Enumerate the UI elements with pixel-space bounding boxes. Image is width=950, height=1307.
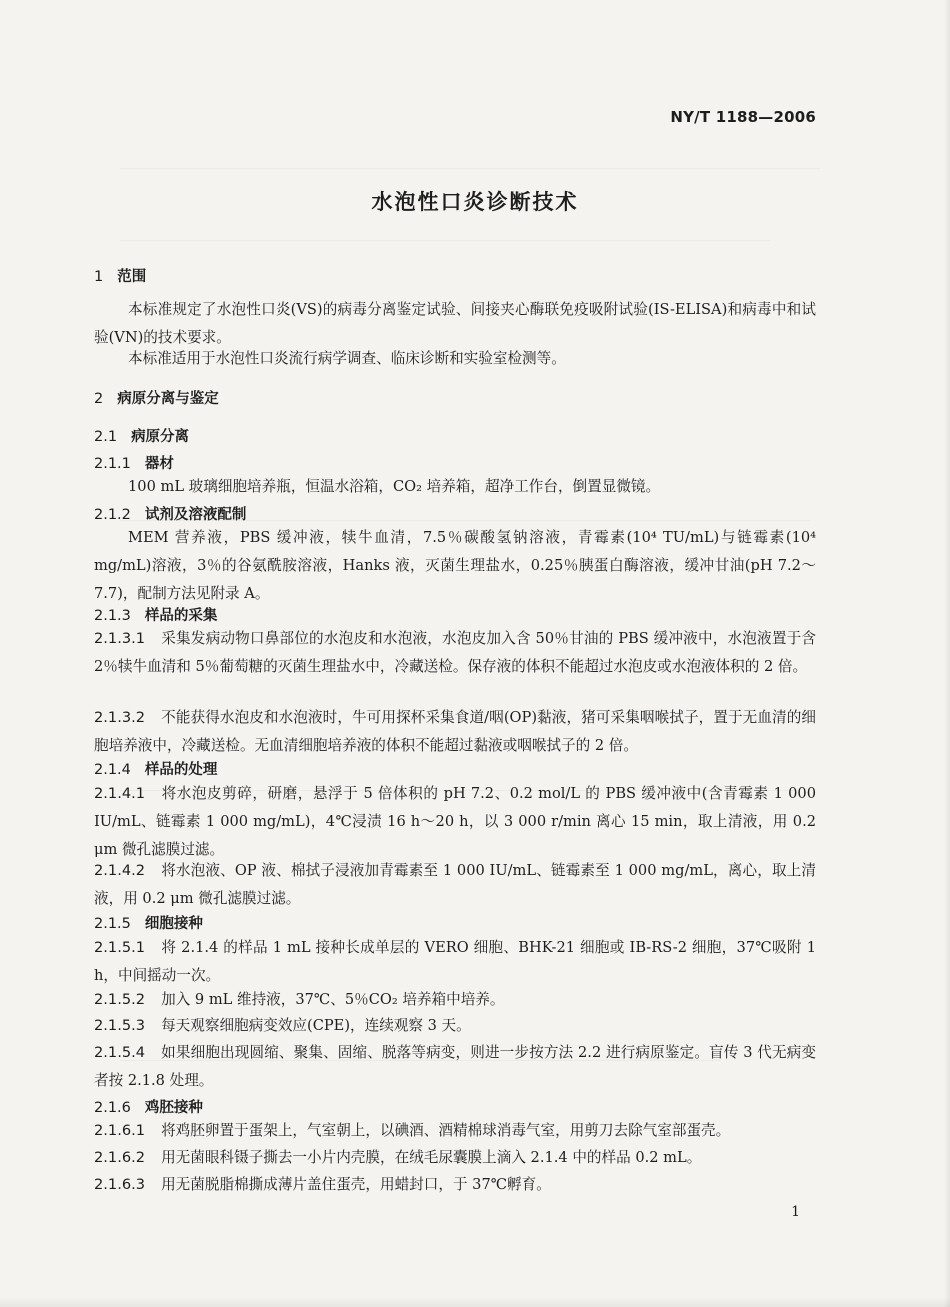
clause-number: 2.1.3.1 [94,630,146,647]
section-2-1-6-heading [94,1096,203,1117]
section-2-1-3-heading [94,604,217,625]
equipment-paragraph: 100 mL 玻璃细胞培养瓶，恒温水浴箱，CO₂ 培养箱，超净工作台，倒置显微镜。 [128,478,661,495]
section-title: 范围 [117,269,147,285]
scan-edge-right [944,0,950,1307]
clause-number: 2.1.6.3 [94,1176,146,1193]
section-number: 2.1 [94,429,118,445]
clause-text: 用无菌眼科镊子撕去一小片内壳膜，在绒毛尿囊膜上滴入 2.1.4 中的样品 0.2 mL。 [161,1149,702,1166]
clause-number: 2.1.5.3 [94,1017,146,1034]
clause-2-1-3-2 [94,704,816,760]
standard-number: NY/T 1188—2006 [670,108,816,126]
section-title: 器材 [144,456,174,472]
section-2-1-heading [94,425,189,446]
clause-2-1-6-1 [94,1117,816,1145]
section-number: 2.1.4 [94,762,131,778]
clause-number: 2.1.3.2 [94,709,146,726]
clause-number: 2.1.4.2 [94,862,146,879]
clause-2-1-5-1 [94,934,816,990]
clause-2-1-4-2 [94,857,816,913]
clause-text: 加入 9 mL 维持液，37℃、5％CO₂ 培养箱中培养。 [161,991,505,1008]
document-title: 水泡性口炎诊断技术 [371,190,579,214]
section-title: 样品的采集 [144,608,218,624]
section-number: 2.1.3 [94,608,131,624]
clause-text: 每天观察细胞病变效应(CPE)，连续观察 3 天。 [161,1017,471,1034]
clause-text: 将水泡皮剪碎，研磨，悬浮于 5 倍体积的 pH 7.2、0.2 mol/L 的 PBS 缓冲液中(含青霉素 1 000 IU/mL、链霉素 1 000 mg/mL)，4℃浸渍 16 h～20 h，以 3 000 r/min 离心 15 min，取上清液，用 0.2 μm 微孔滤膜过滤。 [94,785,816,858]
section-title: 试剂及溶液配制 [144,507,247,523]
clause-number: 2.1.5.4 [94,1044,146,1061]
section-title: 样品的处理 [144,762,218,778]
clause-text: 将水泡液、OP 液、棉拭子浸液加青霉素至 1 000 IU/mL、链霉素至 1 000 mg/mL，离心，取上清液，用 0.2 μm 微孔滤膜过滤。 [94,862,816,907]
clause-number: 2.1.6.1 [94,1122,146,1139]
section-title: 病原分离与鉴定 [117,391,219,407]
clause-2-1-6-2 [94,1144,816,1172]
section-1-heading [94,265,146,286]
clause-2-1-6-3 [94,1171,816,1199]
clause-number: 2.1.4.1 [94,785,146,802]
section-2-1-5-heading [94,912,203,933]
reagents-paragraph: MEM 营养液，PBS 缓冲液，犊牛血清，7.5％碳酸氢钠溶液，青霉素(10⁴ TU/mL)与链霉素(10⁴ mg/mL)溶液，3％的谷氨酰胺溶液，Hanks 液，灭菌生理盐水，0.25％胰蛋白酶溶液，缓冲甘油(pH 7.2～7.7)，配制方法见附录 A。 [94,529,816,602]
section-number: 2 [94,391,104,407]
clause-text: 将鸡胚卵置于蛋架上，气室朝上，以碘酒、酒精棉球消毒气室，用剪刀去除气室部蛋壳。 [161,1122,731,1139]
clause-2-1-3-1 [94,625,816,681]
clause-2-1-5-4 [94,1039,816,1095]
scope-paragraph-1: 本标准规定了水泡性口炎(VS)的病毒分离鉴定试验、间接夹心酶联免疫吸附试验(IS-ELISA)和病毒中和试验(VN)的技术要求。 [94,301,816,346]
section-title: 病原分离 [131,429,190,445]
section-2-heading [94,387,219,408]
scope-paragraph-2: 本标准适用于水泡性口炎流行病学调查、临床诊断和实验室检测等。 [128,350,566,367]
clause-2-1-4-1 [94,780,816,864]
clause-2-1-5-2 [94,986,816,1014]
clause-text: 不能获得水泡皮和水泡液时，牛可用探杯采集食道/咽(OP)黏液，猪可采集咽喉拭子，置于无血清的细胞培养液中，冷藏送检。无血清细胞培养液的体积不能超过黏液或咽喉拭子的 2 倍。 [94,709,816,754]
clause-text: 如果细胞出现圆缩、聚集、固缩、脱落等病变，则进一步按方法 2.2 进行病原鉴定。盲传 3 代无病变者按 2.1.8 处理。 [94,1044,816,1089]
section-title: 鸡胚接种 [144,1100,203,1116]
clause-number: 2.1.6.2 [94,1149,146,1166]
clause-text: 采集发病动物口鼻部位的水泡皮和水泡液，水泡皮加入含 50％甘油的 PBS 缓冲液中，水泡液置于含 2％犊牛血清和 5％葡萄糖的灭菌生理盐水中，冷藏送检。保存液的体积不能超过水泡皮或水泡液体积的 2 倍。 [94,630,816,675]
clause-2-1-5-3 [94,1012,816,1040]
clause-text: 将 2.1.4 的样品 1 mL 接种长成单层的 VERO 细胞、BHK-21 细胞或 IB-RS-2 细胞，37℃吸附 1 h，中间摇动一次。 [94,939,816,984]
clause-number: 2.1.5.1 [94,939,146,956]
section-number: 2.1.5 [94,916,131,932]
section-number: 2.1.1 [94,456,131,472]
clause-text: 用无菌脱脂棉撕成薄片盖住蛋壳，用蜡封口，于 37℃孵育。 [161,1176,551,1193]
section-2-1-2-heading [94,503,246,524]
section-number: 2.1.2 [94,507,131,523]
clause-number: 2.1.5.2 [94,991,146,1008]
page-number: 1 [791,1204,800,1220]
section-2-1-1-heading [94,452,174,473]
section-2-1-4-heading [94,758,217,779]
section-number: 1 [94,269,104,285]
section-number: 2.1.6 [94,1100,131,1116]
section-title: 细胞接种 [144,916,203,932]
scan-edge-bottom [0,1297,950,1307]
